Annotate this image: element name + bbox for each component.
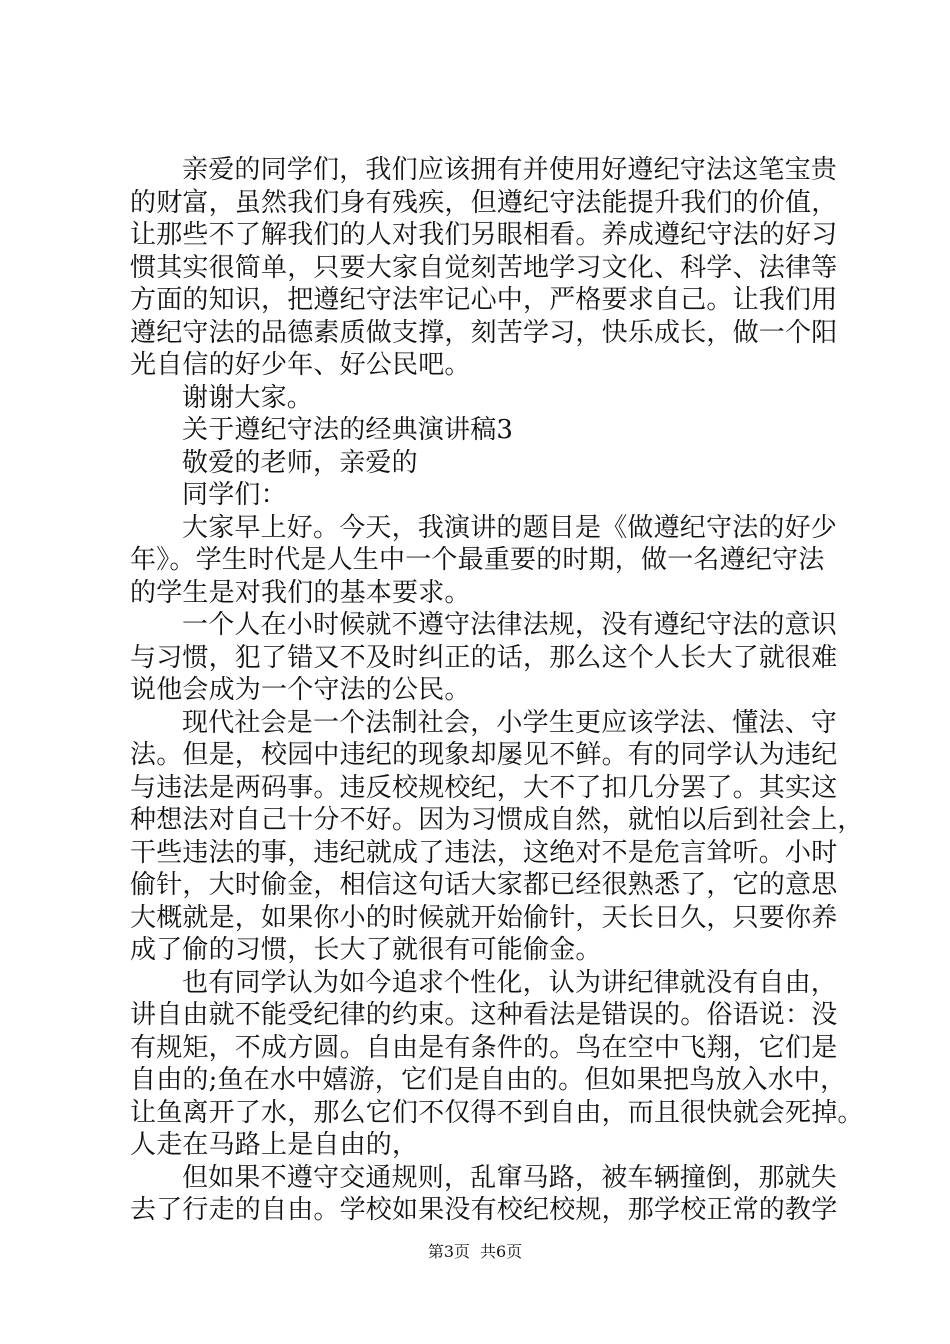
text-line: 但如果不遵守交通规则，乱窜马路，被车辆撞倒，那就失 [182,1162,838,1193]
text-line: 年》。学生时代是人生中一个最重要的时期，做一名遵纪守法 [130,545,825,575]
document-body [130,154,864,1227]
text-line: 的学生是对我们的基本要求。 [130,577,471,608]
text-line: 去了行走的自由。学校如果没有校纪校规，那学校正常的教学 [130,1195,838,1225]
text-line: 遵纪守法的品德素质做支撑，刻苦学习，快乐成长，做一个阳 [130,317,838,348]
text-line: 让鱼离开了水，那么它们不仅得不到自由，而且很快就会死掉。 [130,1097,864,1128]
text-line: 一个人在小时候就不遵守法律法规，没有遵纪守法的意识 [182,610,838,640]
text-line: 偷针，大时偷金，相信这句话大家都已经很熟悉了，它的意思 [130,870,838,900]
text-line: 自由的;鱼在水中嬉游，它们是自由的。但如果把鸟放入水中， [130,1065,847,1095]
section-heading: 关于遵纪守法的经典演讲稿3 [182,415,514,445]
text-line: 的财富，虽然我们身有残疾，但遵纪守法能提升我们的价值， [130,187,838,218]
text-line: 光自信的好少年、好公民吧。 [130,350,471,380]
text-line: 讲自由就不能受纪律的约束。这种看法是错误的。俗语说：没 [130,1000,838,1030]
text-line: 法。但是，校园中违纪的现象却屡见不鲜。有的同学认为违纪 [130,740,838,770]
page-total: 共6页 [480,1242,523,1261]
text-line: 方面的知识，把遵纪守法牢记心中，严格要求自己。让我们用 [130,285,838,315]
text-line: 也有同学认为如今追求个性化，认为讲纪律就没有自由， [182,967,838,998]
page-number: 第3页 [427,1242,470,1261]
text-line: 种想法对自己十分不好。因为习惯成自然，就怕以后到社会上， [130,805,864,835]
text-line: 谢谢大家。 [182,382,314,413]
text-line: 有规矩，不成方圆。自由是有条件的。鸟在空中飞翔，它们是 [130,1032,838,1063]
text-line: 惯其实很简单，只要大家自觉刻苦地学习文化、科学、法律等 [130,252,838,283]
text-line: 现代社会是一个法制社会，小学生更应该学法、懂法、守 [182,707,838,738]
text-line: 人走在马路上是自由的， [130,1130,419,1160]
text-line: 成了偷的习惯，长大了就很有可能偷金。 [130,935,602,965]
text-line: 说他会成为一个守法的公民。 [130,675,471,705]
text-line: 与习惯，犯了错又不及时纠正的话，那么这个人长大了就很难 [130,642,838,673]
text-line: 大家早上好。今天，我演讲的题目是《做遵纪守法的好少 [182,512,838,543]
text-line: 让那些不了解我们的人对我们另眼相看。养成遵纪守法的好习 [130,220,838,250]
page-footer [0,1241,950,1263]
text-line: 大概就是，如果你小的时候就开始偷针，天长日久，只要你养 [130,902,838,933]
text-line: 与违法是两码事。违反校规校纪，大不了扣几分罢了。其实这 [130,772,838,803]
text-line: 干些违法的事，违纪就成了违法，这绝对不是危言耸听。小时 [130,837,838,868]
text-line: 亲爱的同学们，我们应该拥有并使用好遵纪守法这笔宝贵 [182,155,838,185]
text-line: 敬爱的老师，亲爱的 [182,447,418,478]
text-line: 同学们： [182,480,287,510]
